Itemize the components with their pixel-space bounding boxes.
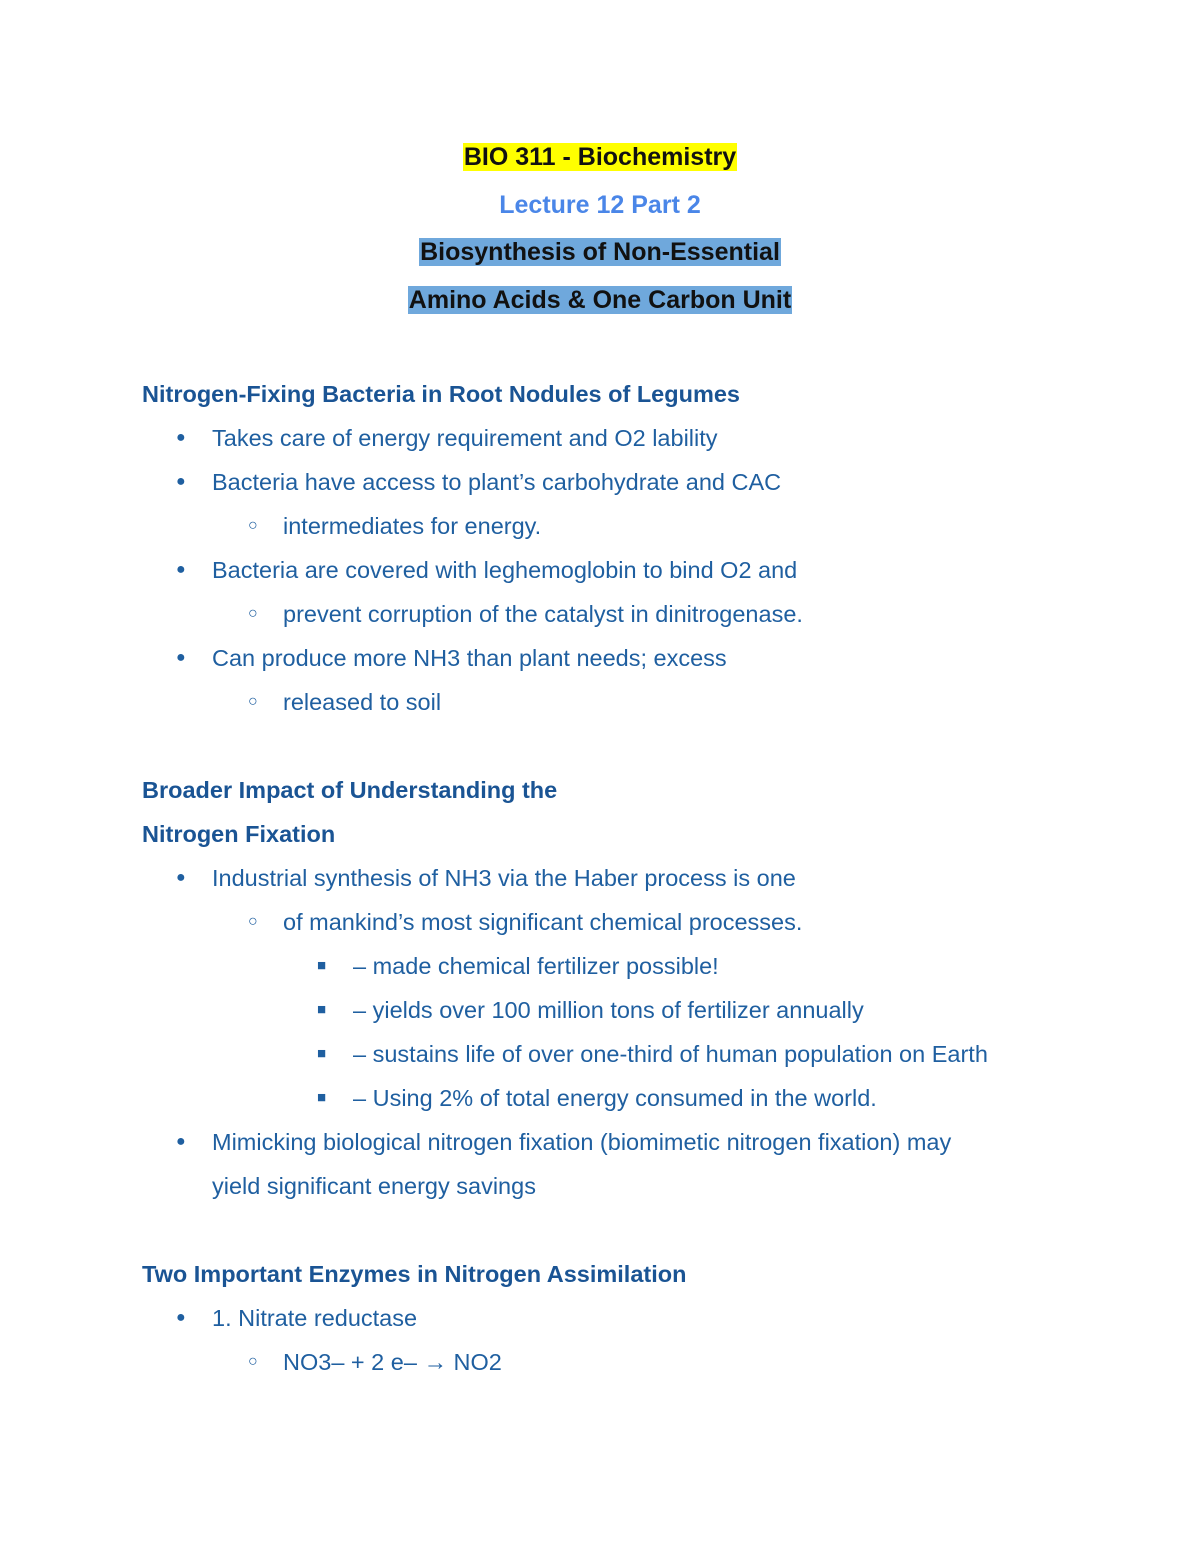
list-item-text: prevent corruption of the catalyst in dinitrogenase. [283,601,803,627]
list-item-text: Mimicking biological nitrogen fixation (biomimetic nitrogen fixation) may [212,1129,952,1155]
list-item [142,1296,1142,1340]
bullet-square-icon: ■ [317,1089,327,1106]
list-item-text: yield significant energy savings [212,1173,536,1199]
list-item [142,900,1142,944]
list-item [142,460,1142,504]
list-item-text: intermediates for energy. [283,513,542,539]
list-item-continuation [142,1164,1142,1208]
topic-title-part-2: Amino Acids & One Carbon Unit [408,285,792,314]
list-item [142,1032,1142,1076]
bullet-disc-icon: ● [176,561,186,578]
list-item [142,636,1142,680]
list-item [142,1076,1142,1120]
spacer [142,724,1142,768]
section-heading-line-1: Broader Impact of Understanding the [142,777,558,803]
topic-title-line-1 [0,233,1200,281]
bullet-disc-icon: ● [176,1133,186,1150]
list-item [142,856,1142,900]
list-item-text: – Using 2% of total energy consumed in the world. [353,1085,877,1111]
list-item-text: released to soil [283,689,442,715]
lecture-title-line [0,186,1200,234]
lecture-title: Lecture 12 Part 2 [499,190,701,219]
topic-title-line-2 [0,281,1200,329]
bullet-disc-icon: ● [176,1309,186,1326]
bullet-square-icon: ■ [317,1001,327,1018]
list-item-text: Bacteria are covered with leghemoglobin to bind O2 and [212,557,798,583]
list-item [142,504,1142,548]
spacer [142,1208,1142,1252]
bullet-disc-icon: ● [176,649,186,666]
title-block [0,138,1200,328]
bullet-square-icon: ■ [317,1045,327,1062]
section-heading-line-2: Nitrogen Fixation [142,821,336,847]
section-heading: Two Important Enzymes in Nitrogen Assimilation [142,1261,687,1287]
bullet-disc-icon: ● [176,473,186,490]
list-item [142,416,1142,460]
list-item-text: Industrial synthesis of NH3 via the Haber process is one [212,865,796,891]
bullet-circle-icon: ○ [248,1353,258,1370]
list-item-text: of mankind’s most significant chemical processes. [283,909,803,935]
list-item [142,592,1142,636]
bullet-circle-icon: ○ [248,517,258,534]
list-item [142,680,1142,724]
list-item [142,988,1142,1032]
list-item-text: NO3– + 2 e– → NO2 [283,1349,502,1375]
list-item-text: – sustains life of over one-third of human population on Earth [353,1041,988,1067]
list-item-text: Bacteria have access to plant’s carbohydrate and CAC [212,469,782,495]
list-item [142,1120,1142,1164]
list-item-text: Can produce more NH3 than plant needs; excess [212,645,727,671]
list-item [142,944,1142,988]
course-title: BIO 311 - Biochemistry [463,143,737,171]
bullet-square-icon: ■ [317,957,327,974]
list-item-text: 1. Nitrate reductase [212,1305,418,1331]
bullet-circle-icon: ○ [248,693,258,710]
list-item-text: Takes care of energy requirement and O2 lability [212,425,718,451]
bullet-disc-icon: ● [176,869,186,886]
list-item-text: – made chemical fertilizer possible! [353,953,719,979]
course-title-line [0,138,1200,186]
list-item [142,1340,1142,1384]
bullet-circle-icon: ○ [248,913,258,930]
document-body [142,372,1142,1384]
list-item-text: – yields over 100 million tons of fertilizer annually [353,997,864,1023]
bullet-circle-icon: ○ [248,605,258,622]
topic-title-part-1: Biosynthesis of Non-Essential [420,238,780,266]
section-heading: Nitrogen-Fixing Bacteria in Root Nodules of Legumes [142,381,740,407]
list-item [142,548,1142,592]
bullet-disc-icon: ● [176,429,186,446]
